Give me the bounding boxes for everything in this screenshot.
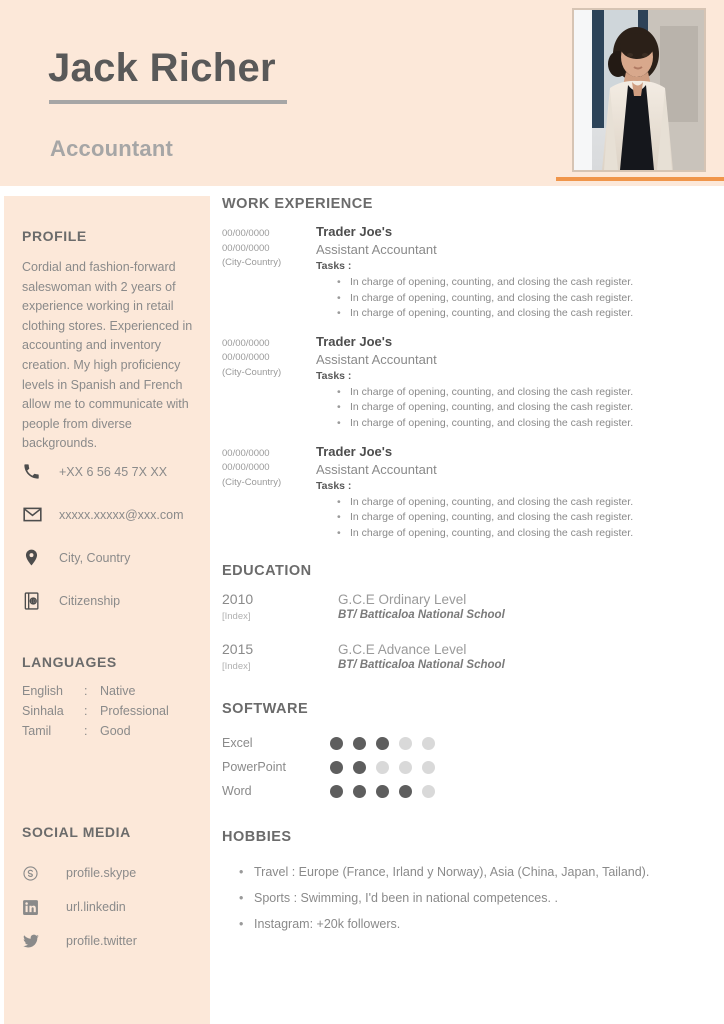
photo-accent-bar [556,177,724,181]
page-title: Jack Richer [48,46,276,90]
work-task-item: • In charge of opening, counting, and closing the cash register. [350,495,708,511]
rating-dot-empty [399,761,412,774]
rating-dot-empty [399,737,412,750]
linkedin-icon [22,899,52,916]
language-separator: : [84,724,88,738]
rating-dot-filled [399,785,412,798]
work-entry-dates [222,224,316,322]
rating-dot-filled [330,785,343,798]
education-index: [Index] [222,661,251,673]
education-entry-dates [222,641,316,675]
profile-text: Cordial and fashion-forward saleswoman with 2 years of experience working in retail clothing stores. Experienced in accounting and inventory creation. My high proficiency levels in Spanish and French allow me to communicate with people from diverse backgrounds. [22,260,193,451]
hobby-item: • Sports : Swimming, I'd been in national competences. . [254,885,708,911]
work-date-start: 00/00/0000 [222,447,270,459]
work-task-item: • In charge of opening, counting, and closing the cash register. [350,400,708,416]
profile-heading: PROFILE [22,228,87,244]
contact-list [22,450,208,622]
work-company: Trader Joe's [316,224,393,239]
work-entry [222,444,708,542]
location-pin-icon [22,548,52,567]
work-entry-dates [222,334,316,432]
education-degree: G.C.E Ordinary Level [338,592,467,608]
education-list [222,591,708,675]
education-school: BT/ Batticaloa National School [338,659,505,672]
envelope-icon [22,504,52,525]
work-entry-body [316,444,708,542]
contact-item-location[interactable] [22,536,208,579]
work-entry-body [316,334,708,432]
social-media-section [22,824,198,958]
work-task-item: • In charge of opening, counting, and closing the cash register. [350,526,708,542]
languages-table [22,684,169,744]
education-entry-body [316,591,708,625]
skype-icon [22,865,52,882]
languages-heading: LANGUAGES [22,654,117,670]
work-task-item: • In charge of opening, counting, and closing the cash register. [350,510,708,526]
software-list [222,731,708,803]
phone-icon [22,462,52,481]
avatar [572,8,706,172]
sidebar [4,196,210,1024]
citizenship-value: Citizenship [59,593,121,608]
language-row [22,724,169,744]
work-location: (City-Country) [222,476,282,488]
work-task-item: • In charge of opening, counting, and closing the cash register. [350,416,708,432]
work-company: Trader Joe's [316,333,393,349]
work-experience-section [222,196,708,541]
language-separator: : [84,704,88,718]
rating-dot-filled [330,761,343,774]
job-role-subtitle: Accountant [50,136,173,161]
language-row [22,684,169,704]
work-task-item: • In charge of opening, counting, and closing the cash register. [350,275,708,291]
software-rating [330,737,435,750]
education-year: 2015 [222,641,254,658]
social-media-heading: SOCIAL MEDIA [22,824,131,840]
work-date-end: 00/00/0000 [222,242,270,254]
language-name: Tamil [22,724,52,738]
rating-dot-filled [353,761,366,774]
software-name: PowerPoint [222,760,286,775]
education-entry-body [316,641,708,675]
work-job-title: Assistant Accountant [316,351,437,367]
work-tasks-label: Tasks : [316,479,352,492]
hobby-item: • Travel : Europe (France, Irland y Norway), Asia (China, Japan, Tailand). [254,859,708,885]
work-tasks-label: Tasks : [316,369,352,382]
software-rating [330,761,435,774]
education-entry [222,641,708,675]
phone-value: +XX 6 56 45 7X XX [59,464,168,479]
twitter-value: profile.twitter [66,934,137,948]
education-degree: G.C.E Advance Level [338,642,467,658]
contact-item-email[interactable] [22,493,208,536]
contact-item-citizenship[interactable] [22,579,208,622]
language-name: English [22,684,63,698]
social-item-skype[interactable] [22,856,198,890]
work-entry-body [316,224,708,322]
work-location: (City-Country) [222,366,282,378]
profile-section [22,228,198,454]
language-separator: : [84,684,88,698]
work-job-title: Assistant Accountant [316,461,437,477]
education-school: BT/ Batticaloa National School [338,609,505,622]
rating-dot-empty [422,785,435,798]
education-index: [Index] [222,611,251,623]
rating-dot-filled [353,737,366,750]
education-entry [222,591,708,625]
languages-section [22,654,198,744]
software-heading: SOFTWARE [222,701,309,718]
work-tasks-list [316,275,708,322]
work-task-item: • In charge of opening, counting, and closing the cash register. [350,291,708,307]
rating-dot-empty [422,737,435,750]
software-row [222,779,708,803]
work-date-end: 00/00/0000 [222,462,270,474]
work-date-end: 00/00/0000 [222,352,270,364]
software-rating [330,785,435,798]
work-task-item: • In charge of opening, counting, and closing the cash register. [350,385,708,401]
software-section [222,701,708,803]
rating-dot-filled [330,737,343,750]
work-entry-dates [222,444,316,542]
rating-dot-empty [376,761,389,774]
rating-dot-filled [376,737,389,750]
location-value: City, Country [59,550,131,565]
rating-dot-empty [422,761,435,774]
rating-dot-filled [353,785,366,798]
education-year: 2010 [222,591,254,608]
education-heading: EDUCATION [222,563,312,580]
language-level: Good [100,724,131,738]
language-level: Professional [100,704,169,718]
work-task-item: • In charge of opening, counting, and closing the cash register. [350,306,708,322]
work-tasks-list [316,385,708,432]
person-portrait-icon [574,10,704,170]
linkedin-value: url.linkedin [66,900,126,914]
software-row [222,755,708,779]
twitter-icon [22,932,52,950]
work-location: (City-Country) [222,257,282,269]
contact-item-phone[interactable] [22,450,208,493]
work-company: Trader Joe's [316,443,393,459]
social-item-linkedin[interactable] [22,890,198,924]
language-name: Sinhala [22,704,64,718]
passport-icon [22,591,52,611]
social-media-list [22,856,198,958]
email-value: xxxxx.xxxxx@xxx.com [59,507,184,522]
language-level: Native [100,684,136,698]
hobbies-section [222,829,708,937]
hobby-item: • Instagram: +20k followers. [254,911,708,937]
social-item-twitter[interactable] [22,924,198,958]
work-experience-heading: WORK EXPERIENCE [222,196,373,212]
work-entry [222,334,708,432]
work-job-title: Assistant Accountant [316,242,437,257]
title-underline [49,100,287,104]
work-date-start: 00/00/0000 [222,228,270,239]
education-section [222,563,708,675]
main-content [222,196,708,937]
work-tasks-label: Tasks : [316,260,352,272]
skype-value: profile.skype [66,866,137,880]
hobbies-list [222,859,708,937]
software-name: Excel [222,736,253,751]
work-tasks-list [316,495,708,542]
hobbies-heading: HOBBIES [222,829,292,846]
software-row [222,731,708,755]
language-row [22,704,169,724]
software-name: Word [222,784,252,799]
education-entry-dates [222,591,316,625]
work-entry [222,224,708,322]
work-date-start: 00/00/0000 [222,337,270,349]
rating-dot-filled [376,785,389,798]
